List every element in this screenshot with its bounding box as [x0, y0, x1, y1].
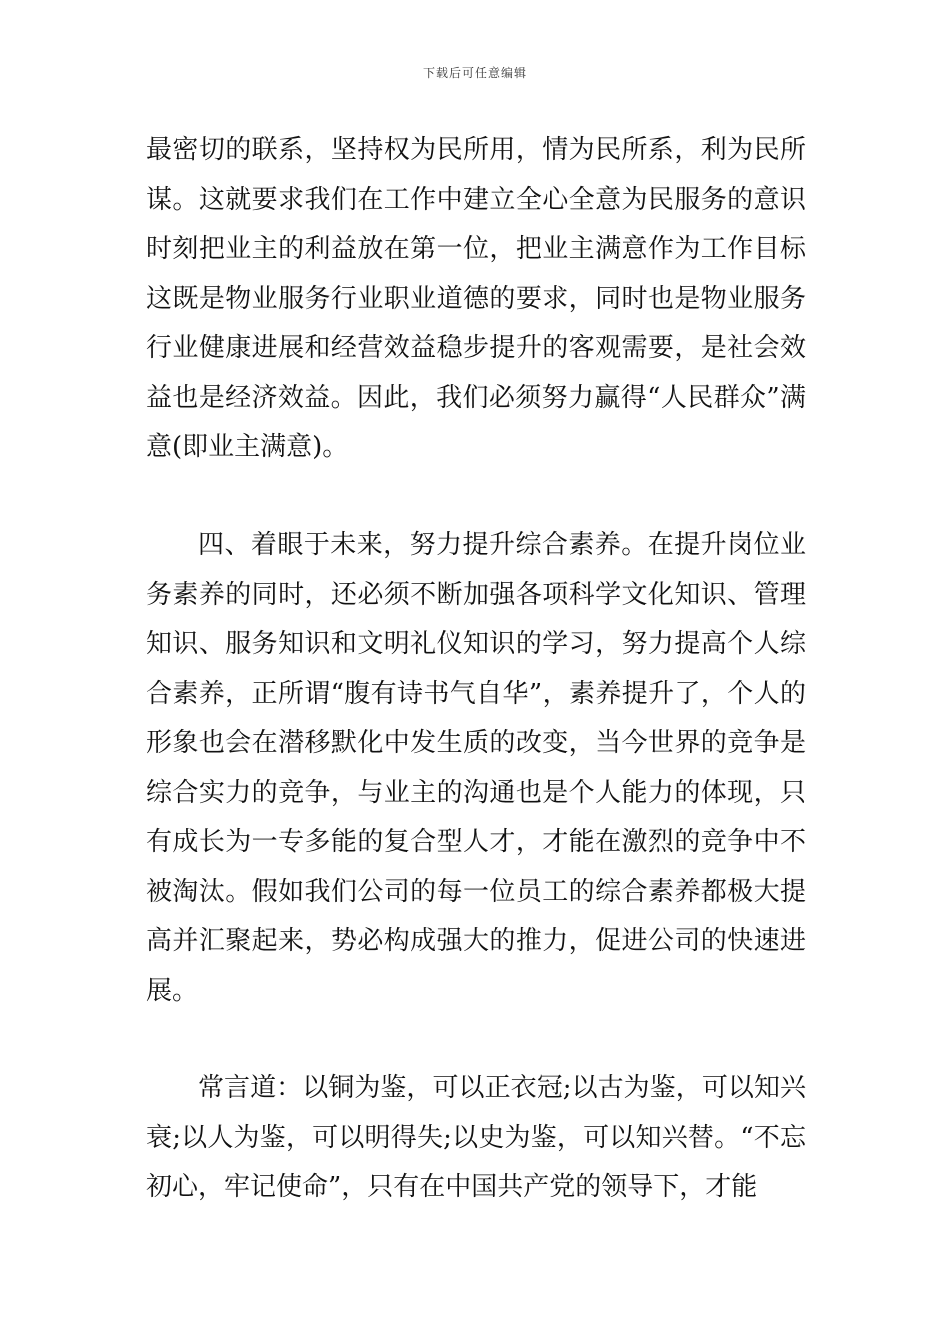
page-header: 下载后可任意编辑	[422, 66, 527, 80]
paragraph-2: 四、着眼于未来，努力提升综合素养。在提升岗位业务素养的同时，还必须不断加强各项科学文化知识、管理知识、服务知识和文明礼仪知识的学习，努力提高个人综合素养，正所谓“腹有诗书气自华”，素养提升了，个人的形象也会在潜移默化中发生质的改变，当今世界的竞争是综合实力的竞争，与业主的沟通也是个人能力的体现，只有成长为一专多能的复合型人才，才能在激烈的竞争中不被淘汰。假如我们公司的每一位员工的综合素养都极大提高并汇聚起来，势必构成强大的推力，促进公司的快速进展。	[146, 530, 806, 1006]
paragraph-1: 最密切的联系，坚持权为民所用，情为民所系，利为民所谋。这就要求我们在工作中建立全心全意为民服务的意识时刻把业主的利益放在第一位，把业主满意作为工作目标这既是物业服务行业职业道德的要求，同时也是物业服务行业健康进展和经营效益稳步提升的客观需要，是社会效益也是经济效益。因此，我们必须努力赢得“人民群众”满意(即业主满意)。	[146, 135, 806, 462]
paragraph-3: 常言道：以铜为鉴，可以正衣冠;以古为鉴，可以知兴衰;以人为鉴，可以明得失;以史为鉴，可以知兴替。“不忘初心，牢记使命”，只有在中国共产党的领导下，才能	[146, 1073, 806, 1202]
document-body	[146, 126, 806, 1213]
